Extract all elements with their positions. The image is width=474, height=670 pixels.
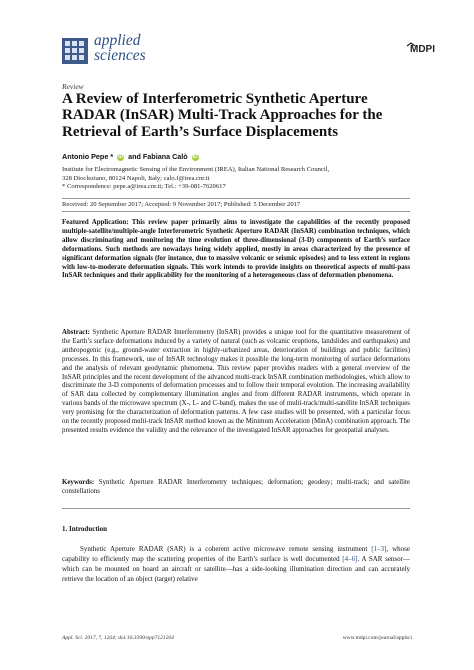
- journal-name-line1: applied: [94, 32, 141, 49]
- intro-text-2: , whose capability to efficiently map the scattering properties of the Earth’s surface is well documented: [62, 545, 410, 563]
- section-heading: 1. Introduction: [62, 525, 107, 533]
- divider: [62, 198, 410, 199]
- divider: [62, 508, 410, 509]
- divider: [62, 211, 410, 212]
- author-1: Antonio Pepe: [62, 152, 109, 161]
- publisher-logo: MDPI: [410, 44, 435, 55]
- abstract-label: Abstract:: [62, 329, 90, 336]
- affiliation-line1: Institute for Electromagnetic Sensing of the Environment (IREA), Italian National Research Council,: [62, 166, 330, 173]
- citation-link[interactable]: [1–3]: [371, 545, 387, 553]
- keywords: [62, 479, 410, 497]
- corresponding-marker: *: [110, 152, 114, 161]
- correspondence: * Correspondence: pepe.a@irea.cnr.it; Tel.: +39-081-7620617: [62, 183, 226, 191]
- affiliation-line2: 328 Diocleziano, 80124 Napoli, Italy; calo.f@irea.cnr.it: [62, 174, 210, 182]
- affiliation: [62, 166, 422, 192]
- authors: [62, 152, 201, 161]
- intro-paragraph: [62, 544, 410, 584]
- intro-text-1: Synthetic Aperture RADAR (SAR) is a coherent active microwave remote sensing instrument: [80, 545, 372, 553]
- footer-citation: Appl. Sci. 2017, 7, 1264; doi:10.3390/app7121264: [62, 635, 174, 641]
- journal-logo-icon: [62, 38, 88, 64]
- abstract: [62, 329, 410, 436]
- publication-dates: Received: 20 September 2017; Accepted: 9 November 2017; Published: 5 December 2017: [62, 201, 301, 208]
- paper-title: A Review of Interferometric Synthetic Aperture RADAR (InSAR) Multi-Track Approaches for the Retrieval of Earth’s Surface Displacements: [62, 91, 383, 140]
- article-type: Review: [62, 82, 84, 91]
- abstract-text: Synthetic Aperture RADAR Interferometry (InSAR) provides a unique tool for the quantitative measurement of the Earth’s surface deformations induced by a variety of natural (such as volcanic eruptions, landslides and earthquakes) and anthropogenic (e.g., ground-water extraction in highly-urbanized areas, deterioration of buildings and public facilities) processes. In this framework, use of InSAR technology makes it possible the long-term monitoring of surface deformations and the analysis of relevant geodynamic phenomena. This review paper provides readers with a general overview of the InSAR principles and the recent development of the advanced multi-track InSAR combination methodologies, which allow to discriminate the 3-D components of deformation processes and to follow their temporal evolution. The increasing availability of SAR data collected by complementary illumination angles and from different RADAR instruments, which operate in various bands of the microwave spectrum (X-, L- and C-band), makes the use of multi-track/multi-satellite InSAR techniques very promising for the characterization of deformation patterns. A few case studies will be presented, with a particular focus on the recently proposed multi-track InSAR method known as the Minimum Acceleration (MinA) combination approach. The presented results evidence the validity and the relevance of the investigated InSAR approaches for geospatial analyses.: [62, 329, 410, 434]
- footer-url[interactable]: www.mdpi.com/journal/applsci: [342, 635, 412, 641]
- intro-text-3: . A SAR sensor—which can be mounted on board an aircraft or satellite—has a side-looking illumination direction and can accurately retrieve the location of an object (target) relative: [62, 555, 410, 583]
- author-2: Fabiana Calò: [142, 152, 188, 161]
- author-connector: and: [128, 152, 141, 161]
- orcid-icon[interactable]: iD: [192, 153, 198, 160]
- journal-name: [94, 33, 146, 63]
- keywords-label: Keywords:: [62, 479, 95, 486]
- journal-name-line2: sciences: [94, 47, 146, 64]
- citation-link[interactable]: [4–6]: [342, 555, 358, 563]
- featured-application: Featured Application: This review paper primarily aims to investigate the capabilities of the recently proposed multiple-satellite/multiple-angle Interferometric Synthetic Aperture RADAR (InSAR) combination techniques, which allow discriminating and monitoring the time evolution of three-dimensional (3-D) components of Earth’s surface deformations. Such methods are nowadays being widely applied, mostly in areas characterized by the presence of significant deformation signals (for instance, due to massive volcanic or seismic episodes) and to less extent in regions with low-to-moderate deformation signals. This work intends to provide insights on theoretical aspects of multi-pass InSAR techniques and their applicability for the monitoring of a heterogeneous class of deformation phenomena.: [62, 219, 410, 280]
- orcid-icon[interactable]: iD: [118, 153, 124, 160]
- keywords-text: Synthetic Aperture RADAR Interferometry techniques; deformation; geodesy; multi-track; and satellite constellations: [62, 479, 410, 495]
